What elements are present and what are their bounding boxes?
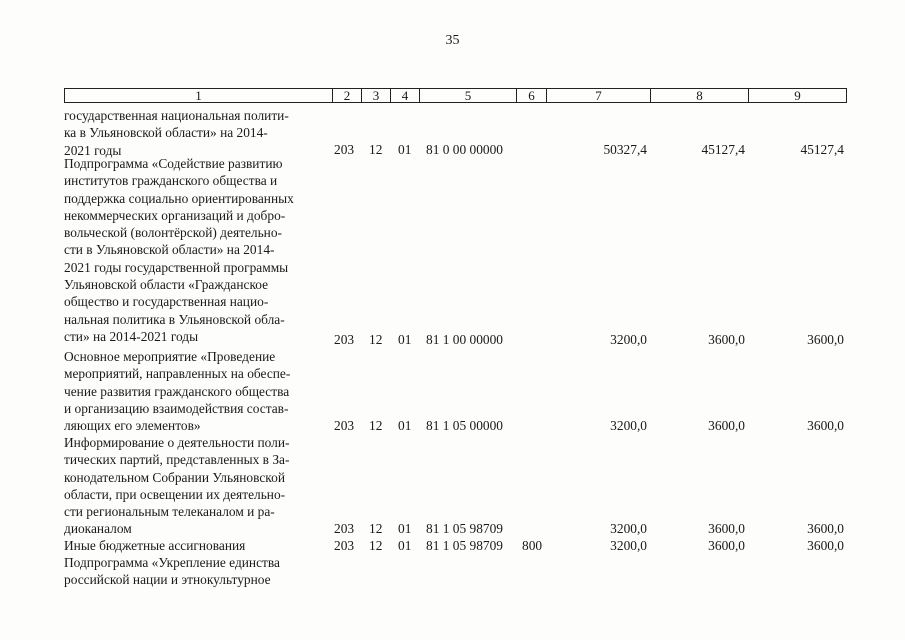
row-code-ministry: 203 — [334, 418, 355, 433]
column-header-4: 4 — [391, 89, 420, 103]
row-code-expense-type: 800 — [522, 538, 543, 553]
row-amount-col7: 3200,0 — [610, 418, 647, 433]
row-amount-col8: 3600,0 — [708, 332, 745, 347]
row-amount-col9: 3600,0 — [807, 418, 844, 433]
row-code-target-article: 81 1 05 00000 — [426, 418, 503, 433]
row-code-target-article: 81 1 00 00000 — [426, 332, 503, 347]
column-header-row — [64, 88, 847, 103]
row-amount-col8: 3600,0 — [708, 538, 745, 553]
row-description: Подпрограмма «Укрепление единства российской нации и этнокультурное — [64, 555, 280, 588]
row-code-target-article: 81 0 00 00000 — [426, 142, 503, 157]
row-description: государственная национальная полити- ка в Ульяновской области» на 2014- 2021 годы — [64, 108, 289, 158]
column-header-1: 1 — [65, 89, 333, 103]
row-amount-col8: 3600,0 — [708, 418, 745, 433]
row-amount-col8: 45127,4 — [701, 142, 745, 157]
column-header-7: 7 — [547, 89, 651, 103]
row-amount-col9: 45127,4 — [800, 142, 844, 157]
row-code-subsection: 01 — [398, 538, 412, 553]
row-description: Подпрограмма «Содействие развитию институтов гражданского общества и поддержка социально ориентированных некоммерческих организаций и добро- вольческой (волонтёрской) деятельно- сти в Ульяновской области» на 2014- 2021 годы государственной программы Ульяновской области «Гражданское общество и государственная нацио- нальная политика в Ульяновской обла- сти» на 2014-2021 годы — [64, 156, 294, 344]
row-code-target-article: 81 1 05 98709 — [426, 521, 503, 536]
row-code-subsection: 01 — [398, 418, 412, 433]
row-amount-col8: 3600,0 — [708, 521, 745, 536]
row-amount-col9: 3600,0 — [807, 521, 844, 536]
row-amount-col7: 50327,4 — [603, 142, 647, 157]
row-description: Иные бюджетные ассигнования — [64, 538, 246, 553]
row-code-subsection: 01 — [398, 332, 412, 347]
column-header-9: 9 — [749, 89, 847, 103]
row-code-subsection: 01 — [398, 142, 412, 157]
row-code-section: 12 — [369, 538, 383, 553]
row-code-ministry: 203 — [334, 142, 355, 157]
row-code-target-article: 81 1 05 98709 — [426, 538, 503, 553]
column-header-6: 6 — [517, 89, 547, 103]
row-amount-col9: 3600,0 — [807, 332, 844, 347]
row-description: Основное мероприятие «Проведение мероприятий, направленных на обеспе- чение развития гражданского общества и организацию взаимодействия состав- ляющих его элементов» — [64, 349, 291, 434]
row-code-section: 12 — [369, 142, 383, 157]
row-code-ministry: 203 — [334, 332, 355, 347]
page-number: 35 — [445, 33, 460, 48]
row-code-ministry: 203 — [334, 521, 355, 536]
column-header-2: 2 — [333, 89, 362, 103]
row-amount-col7: 3200,0 — [610, 538, 647, 553]
row-code-section: 12 — [369, 521, 383, 536]
row-amount-col7: 3200,0 — [610, 332, 647, 347]
column-header-5: 5 — [420, 89, 517, 103]
row-amount-col9: 3600,0 — [807, 538, 844, 553]
column-header-3: 3 — [362, 89, 391, 103]
row-description: Информирование о деятельности поли- тических партий, представленных в За- конодательном Собрании Ульяновской области, при освещении их деятельно- сти региональным телеканалом и ра- диоканалом — [64, 435, 290, 537]
row-code-ministry: 203 — [334, 538, 355, 553]
row-code-section: 12 — [369, 332, 383, 347]
column-header-8: 8 — [651, 89, 749, 103]
row-amount-col7: 3200,0 — [610, 521, 647, 536]
row-code-subsection: 01 — [398, 521, 412, 536]
row-code-section: 12 — [369, 418, 383, 433]
